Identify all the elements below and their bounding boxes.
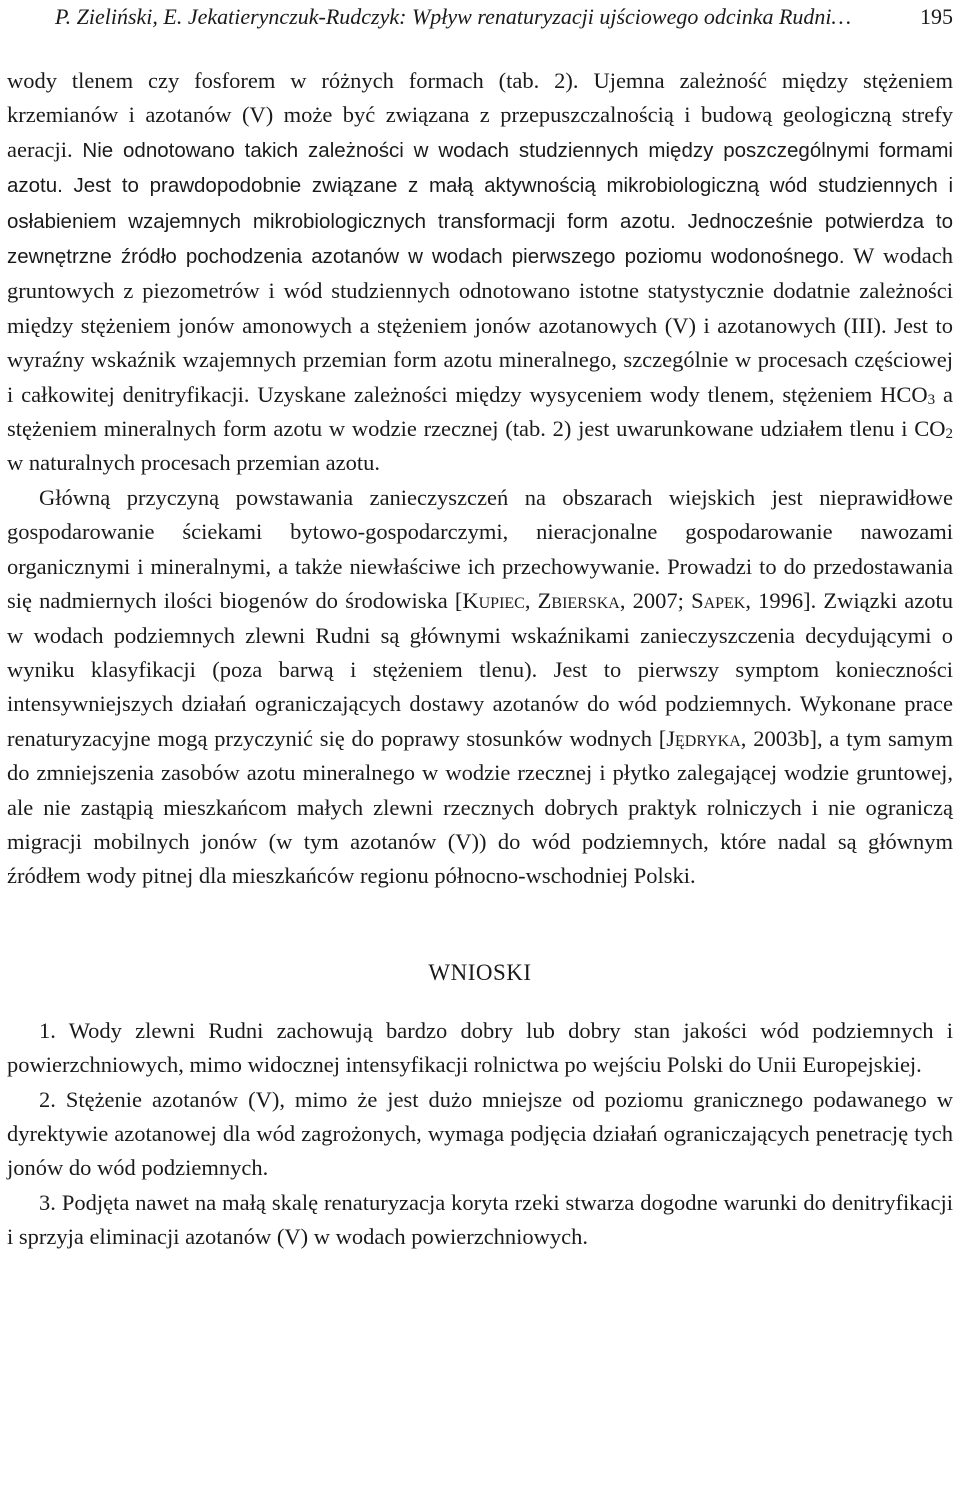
paragraph-1-part-5: w naturalnych procesach przemian azotu. xyxy=(7,450,380,476)
page-number: 195 xyxy=(920,4,953,29)
paragraph-2-part-4: , 1996]. Związki azotu w wodach podziemnych zlewni Rudni są głównymi wskaźnikami zanieczyszczenia decydującymi o wyniku klasyfikacji (poza barwą i stężeniem tlenu). Jest to pierwszy symptom konieczności intensywniejszych działań ograniczających dostawy azotanów do wód podziemnych. Wykonane prace renaturyzacyjne mogą przyczynić się do poprawy stosunków wodnych [ xyxy=(7,588,954,751)
citation-author-jedryka: Jędryka xyxy=(666,725,741,751)
conclusion-item-3: 3. Podjęta nawet na małą skalę renaturyzacja koryta rzeki stwarza dogodne warunki do denitryfikacji i sprzyja eliminacji azotanów (V) w wodach powierzchniowych. xyxy=(7,1189,953,1250)
citation-author-zbierska: Zbierska xyxy=(537,588,620,614)
conclusion-item-1: 1. Wody zlewni Rudni zachowują bardzo dobry lub dobry stan jakości wód podziemnych i powierzchniowych, mimo widocznej intensyfikacji rolnictwa po wejściu Polski do Unii Europejskiej. xyxy=(7,1017,953,1078)
paragraph-1-part-4: a stężeniem mineralnych form azotu w wodzie rzecznej (tab. 2) jest uwarunkowane udziałem tlenu i CO xyxy=(7,381,953,442)
paragraph-2-part-1: Główną przyczyną powstawania zanieczyszczeń na obszarach wiejskich jest nieprawidłowe gospodarowanie ściekami bytowo-gospodarczymi, nieracjonalne gospodarowanie nawozami organicznymi i mineralnymi, a także niewłaściwe ich przechowywanie. Prowadzi to do przedostawania się nadmiernych ilości biogenów do środowiska [ xyxy=(7,484,953,614)
document-page xyxy=(7,0,953,1255)
paragraph-1-part-2: Nie odnotowano takich zależności w wodach studziennych między poszczególnymi formami azotu. Jest to prawdopodobnie związane z małą aktywnością mikrobiologiczną wód studziennych i osłabieniem wzajemnych mikrobiologicznych transformacji form azotu. Jednocześnie potwierdza to zewnętrzne źródło pochodzenia azotanów w wodach pierwszego poziomu wodonośnego. xyxy=(7,138,953,269)
paragraph-1-part-1: wody tlenem czy fosforem w różnych formach (tab. 2). Ujemna zależność między stężeniem krzemianów i azotanów (V) może być związana z przepuszczalnością i budową geologiczną strefy aeracji. xyxy=(7,68,953,162)
citation-author-sapek: Sapek xyxy=(691,588,746,614)
subscript-2: 2 xyxy=(945,426,953,443)
running-header xyxy=(7,0,953,46)
header-title: P. Zieliński, E. Jekatierynczuk-Rudczyk: Wpływ renaturyzacji ujściowego odcinka Rudni… xyxy=(55,4,852,29)
citation-author-kupiec: Kupiec xyxy=(462,588,525,614)
conclusions-list xyxy=(7,1014,953,1255)
paragraph-1-part-3: W wodach gruntowych z piezometrów i wód studziennych odnotowano istotne statystycznie dodatnie zależności między stężeniem jonów amonowych a stężeniem jonów azotanowych (V) i azotanowych (III). Jest to wyraźny wskaźnik wzajemnych przemian form azotu mineralnego, szczególnie w procesach częściowej i całkowitej denitryfikacji. Uzyskane zależności między wysyceniem wody tlenem, stężeniem HCO xyxy=(7,243,953,407)
subscript-3: 3 xyxy=(927,391,936,408)
conclusion-item-2: 2. Stężenie azotanów (V), mimo że jest dużo mniejsze od poziomu granicznego podawanego w dyrektywie azotanowej dla wód zagrożonych, wymaga podjęcia działań ograniczających penetrację tych jonów do wód podziemnych. xyxy=(7,1086,953,1181)
body-text xyxy=(7,64,953,894)
paragraph-2-part-2: , xyxy=(524,588,538,614)
paragraph-2-part-3: , 2007; xyxy=(619,588,692,614)
paragraph-1 xyxy=(7,64,953,481)
paragraph-2-part-5: , 2003b], a tym samym do zmniejszenia zasobów azotu mineralnego w wodzie rzecznej i płytko zalegającej wodzie gruntowej, ale nie zastąpią mieszkańcom małych zlewni rzecznych dobrych praktyk rolniczych i nie ograniczą migracji mobilnych jonów (w tym azotanów (V)) do wód podziemnych, które nadal są głównym źródłem wody pitnej dla mieszkańców regionu północno-wschodniej Polski. xyxy=(7,725,953,889)
paragraph-2 xyxy=(7,481,953,894)
section-heading-conclusions: WNIOSKI xyxy=(428,959,532,985)
